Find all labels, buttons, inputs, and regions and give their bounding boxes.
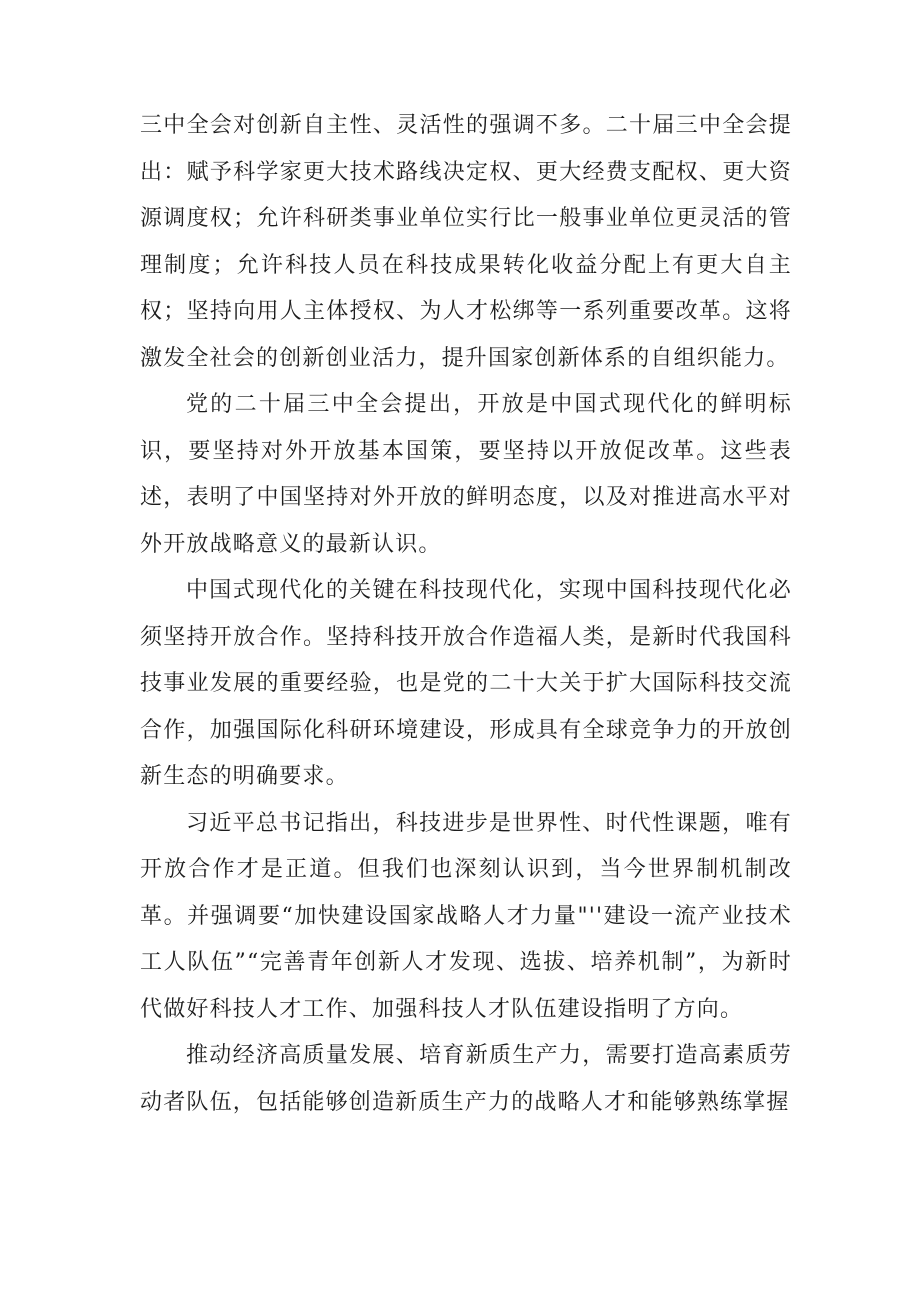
- paragraph-5: 推动经济高质量发展、培育新质生产力，需要打造高素质劳动者队伍，包括能够创造新质生产力的战略人才和能够熟练掌握: [140, 1043, 792, 1115]
- paragraph-3: 中国式现代化的关键在科技现代化，实现中国科技现代化必须坚持开放合作。坚持科技开放合作造福人类，是新时代我国科技事业发展的重要经验，也是党的二十大关于扩大国际科技交流合作，加强国际化科研环境建设，形成具有全球竞争力的开放创新生态的明确要求。: [140, 578, 792, 789]
- paragraph-4: 习近平总书记指出，科技进步是世界性、时代性课题，唯有开放合作才是正道。但我们也深刻认识到，当今世界制机制改革。并强调要“加快建设国家战略人才力量"''建设一流产业技术工人队伍”“完善青年创新人才发现、选拔、培养机制”，为新时代做好科技人才工作、加强科技人才队伍建设指明了方向。: [140, 810, 792, 1022]
- document-body: [140, 103, 792, 1126]
- paragraph-2: 党的二十届三中全会提出，开放是中国式现代化的鲜明标识，要坚持对外开放基本国策，要坚持以开放促改革。这些表述，表明了中国坚持对外开放的鲜明态度，以及对推进高水平对外开放战略意义的最新认识。: [140, 392, 792, 557]
- paragraph-1: 三中全会对创新自主性、灵活性的强调不多。二十届三中全会提出：赋予科学家更大技术路线决定权、更大经费支配权、更大资源调度权；允许科研类事业单位实行比一般事业单位更灵活的管理制度；允许科技人员在科技成果转化收益分配上有更大自主权；坚持向用人主体授权、为人才松绑等一系列重要改革。这将激发全社会的创新创业活力，提升国家创新体系的自组织能力。: [140, 113, 792, 371]
